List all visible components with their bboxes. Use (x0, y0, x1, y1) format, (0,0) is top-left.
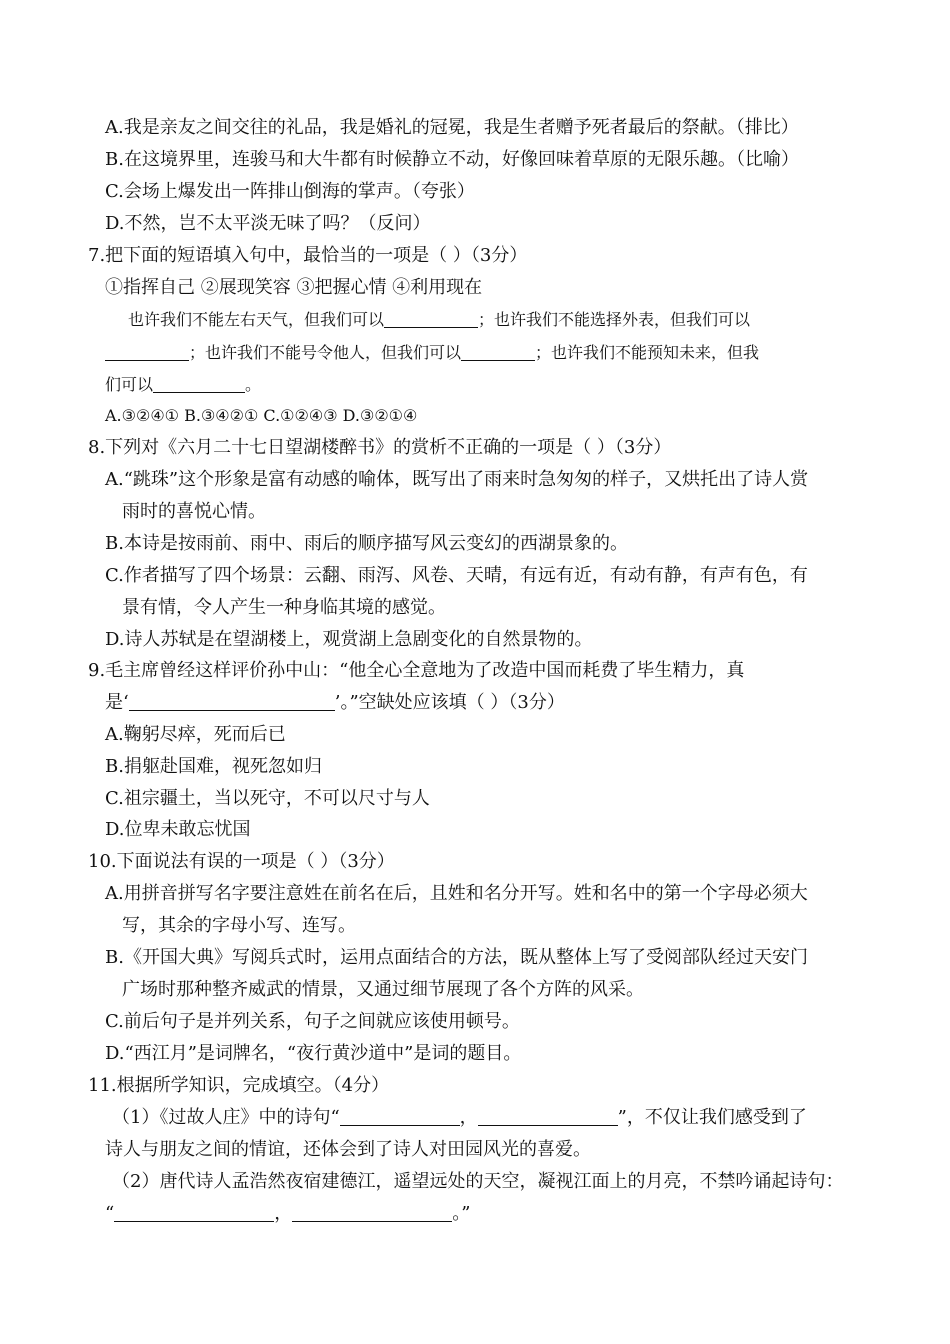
q7-sentence-line1 (128, 308, 750, 332)
q8-option-c-line2: 景有情，令人产生一种身临其境的感觉。 (122, 597, 446, 618)
q6-option-a: A.我是亲友之间交往的礼品，我是婚礼的冠冕，我是生者赠予死者最后的祭献。（排比） (105, 117, 799, 138)
q11-text: ”，不仅让我们感受到了 (617, 1107, 807, 1128)
q11-part1-line2: 诗人与朋友之间的情谊，还体会到了诗人对田园风光的喜爱。 (105, 1139, 591, 1160)
q11-text: （1）《过故人庄》中的诗句“ (112, 1107, 340, 1128)
q11-text: ， (459, 1107, 478, 1128)
q9-blank[interactable] (129, 692, 335, 711)
q7-options: A.③②④① B.③④②① C.①②④③ D.③②①④ (105, 406, 418, 425)
q7-sentence-text: ；也许我们不能选择外表，但我们可以 (478, 310, 751, 329)
q10-option-b-line2: 广场时那种整齐威武的情景，又通过细节展现了各个方阵的风采。 (122, 979, 644, 1000)
q9-stem-line2 (105, 691, 565, 715)
q11-blank-4[interactable] (292, 1203, 452, 1222)
q11-part1-line1 (112, 1106, 807, 1130)
q10-option-a-line1: A.用拼音拼写名字要注意姓在前名在后，且姓和名分开写。姓和名中的第一个字母必须大 (105, 883, 808, 904)
q9-stem-line1: 9.毛主席曾经这样评价孙中山：“他全心全意地为了改造中国而耗费了毕生精力，真 (88, 660, 745, 681)
q11-text: 。” (452, 1203, 471, 1224)
q9-option-b: B.捐躯赴国难，视死忽如归 (105, 756, 322, 777)
q11-blank-3[interactable] (114, 1203, 274, 1222)
q8-stem: 8.下列对《六月二十七日望湖楼醉书》的赏析不正确的一项是（ ）（3分） (88, 437, 672, 458)
q9-stem-text: ’。”空缺处应该填（ ）（3分） (334, 692, 565, 713)
q6-option-c: C.会场上爆发出一阵排山倒海的掌声。（夸张） (105, 181, 475, 202)
q11-stem: 11.根据所学知识，完成填空。（4分） (88, 1075, 390, 1096)
q7-sentence-text: ；也许我们不能号令他人，但我们可以 (189, 343, 462, 362)
q7-sentence-text: 也许我们不能左右天气，但我们可以 (128, 310, 385, 329)
q8-option-d: D.诗人苏轼是在望湖楼上，观赏湖上急剧变化的自然景物的。 (105, 629, 593, 650)
q9-option-a: A.鞠躬尽瘁，死而后已 (105, 724, 286, 745)
q7-stem: 7.把下面的短语填入句中，最恰当的一项是（ ）（3分） (88, 245, 528, 266)
q11-part2-line2 (105, 1202, 470, 1226)
q10-option-c: C.前后句子是并列关系，句子之间就应该使用顿号。 (105, 1011, 520, 1032)
q10-option-a-line2: 写，其余的字母小写、连写。 (122, 915, 356, 936)
q6-option-b: B.在这境界里，连骏马和大牛都有时候静立不动，好像回味着草原的无限乐趣。（比喻） (105, 149, 799, 170)
q9-option-c: C.祖宗疆土，当以死守，不可以尺寸与人 (105, 788, 430, 809)
q7-phrases: ①指挥自己 ②展现笑容 ③把握心情 ④利用现在 (105, 277, 483, 298)
q10-option-b-line1: B.《开国大典》写阅兵式时，运用点面结合的方法，既从整体上写了受阅部队经过天安门 (105, 947, 808, 968)
q9-stem-text: 是‘ (105, 692, 129, 713)
q8-option-a-line2: 雨时的喜悦心情。 (122, 501, 266, 522)
q7-blank-1[interactable] (384, 309, 478, 328)
q10-stem: 10.下面说法有误的一项是（ ）（3分） (88, 851, 395, 872)
q6-option-d: D.不然，岂不太平淡无味了吗？（反问） (105, 213, 431, 234)
q8-option-c-line1: C.作者描写了四个场景：云翻、雨泻、风卷、天晴，有远有近，有动有静，有声有色，有 (105, 565, 808, 586)
q7-sentence-line2 (105, 341, 759, 365)
q11-blank-2[interactable] (478, 1107, 618, 1126)
q10-option-d: D.“西江月”是词牌名，“夜行黄沙道中”是词的题目。 (105, 1043, 522, 1064)
q7-sentence-text: 们可以 (105, 375, 154, 394)
q7-blank-3[interactable] (461, 342, 535, 361)
q11-text: ， (274, 1203, 293, 1224)
q7-blank-4[interactable] (153, 374, 245, 393)
q7-blank-2[interactable] (105, 342, 189, 361)
q11-part2-line1: （2）唐代诗人孟浩然夜宿建德江，遥望远处的天空，凝视江面上的月亮，不禁吟诵起诗句： (112, 1171, 844, 1192)
q7-sentence-text: 。 (245, 375, 262, 394)
q8-option-b: B.本诗是按雨前、雨中、雨后的顺序描写风云变幻的西湖景象的。 (105, 533, 628, 554)
q7-sentence-line3 (105, 373, 261, 397)
q8-option-a-line1: A.“跳珠”这个形象是富有动感的喻体，既写出了雨来时急匆匆的样子，又烘托出了诗人赏 (105, 469, 809, 490)
q9-option-d: D.位卑未敢忘忧国 (105, 819, 251, 840)
q11-blank-1[interactable] (340, 1107, 460, 1126)
q11-text: “ (105, 1203, 115, 1224)
q7-sentence-text: ；也许我们不能预知未来，但我 (535, 343, 760, 362)
